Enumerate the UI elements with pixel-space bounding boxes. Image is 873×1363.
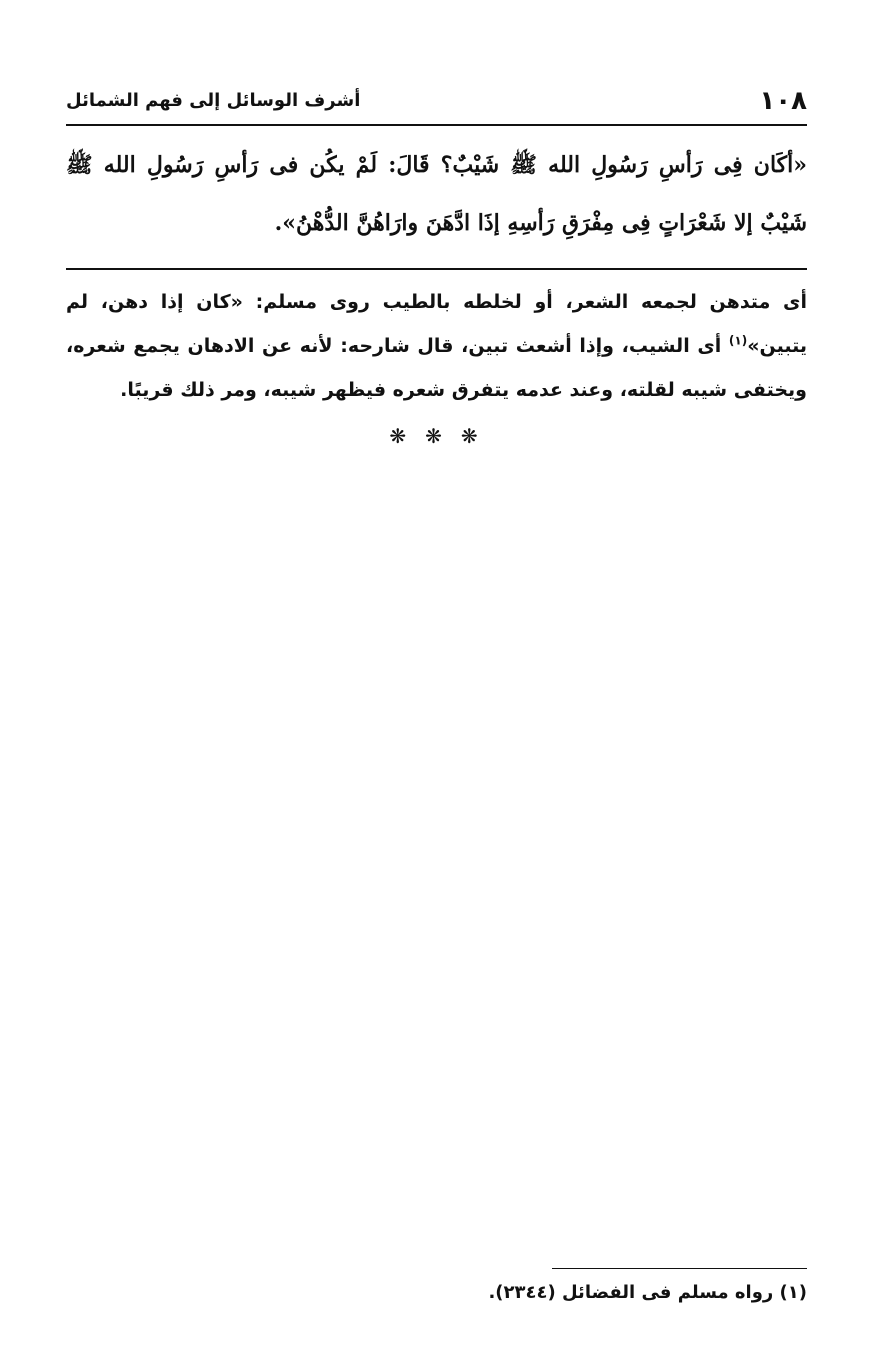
book-title: أشرف الوسائل إلى فهم الشمائل [66,90,361,111]
footnote: (١) رواه مسلم فى الفضائل (٢٣٤٤). [488,1282,807,1303]
page-number: ١٠٨ [759,86,807,116]
footnote-marker: (١) [728,333,748,348]
footnote-rule [552,1268,807,1269]
section-separator: ❋ ❋ ❋ [389,424,484,448]
commentary-paragraph [66,280,807,412]
commentary-text: أى متدهن لجمعه الشعر، أو لخلطه بالطيب روى مسلم: «كان إذا دهن، لم يتبين» [66,291,807,357]
header-rule [66,124,807,126]
section-rule [66,268,807,270]
hadith-text: «أكَان فِى رَأسِ رَسُولِ الله ﷺ شَيْبٌ؟ قَالَ: لَمْ يكُن فى رَأسِ رَسُولِ الله ﷺ شَيْبٌ إلا شَعْرَاتٍ فِى مِفْرَقِ رَأسِهِ إذَا ادَّهَنَ وارَاهُنَّ الدُّهْنُ». [66,152,807,236]
running-header [66,84,807,118]
commentary-text-continued: أى الشيب، وإذا أشعث تبين، قال شارحه: لأنه عن الادهان يجمع شعره، ويختفى شيبه لقلته، وعند عدمه يتفرق شعره فيظهر شيبه، ومر ذلك قريبًا. [66,335,807,401]
